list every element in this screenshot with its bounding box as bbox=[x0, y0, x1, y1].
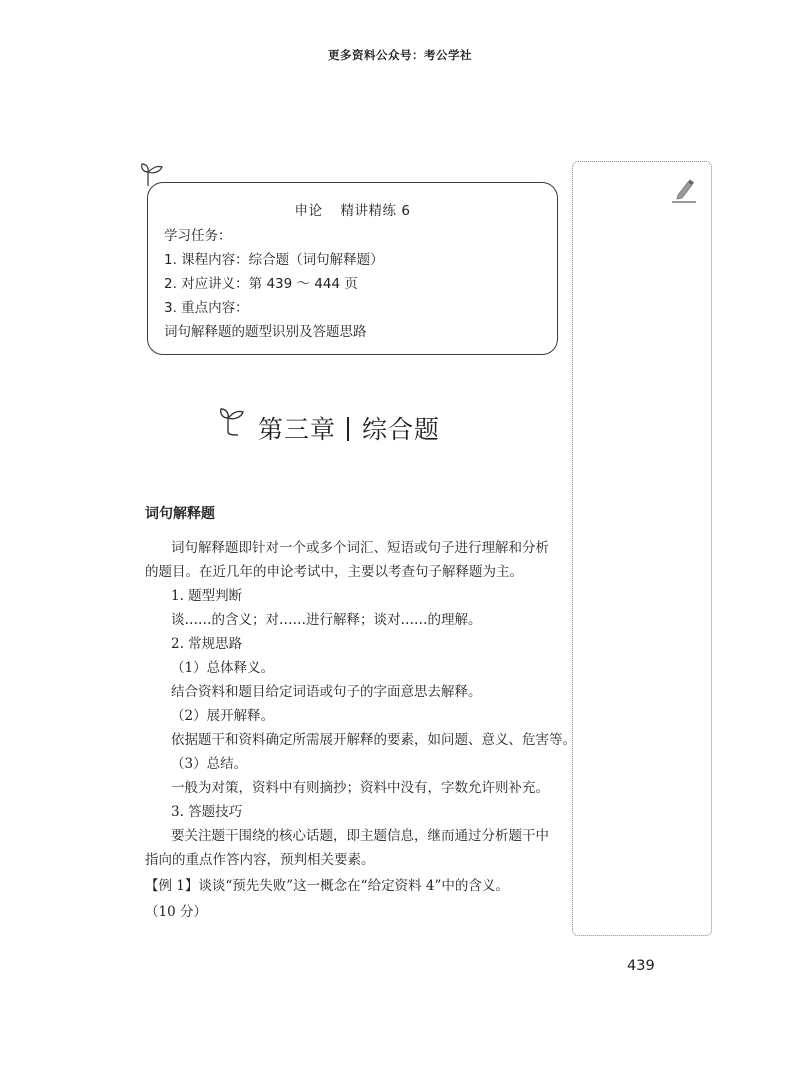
chapter-title bbox=[258, 410, 440, 446]
task-item-focus-detail: 词句解释题的题型识别及答题思路 bbox=[164, 324, 367, 340]
section-heading: 词句解释题 bbox=[145, 506, 215, 522]
title-divider bbox=[347, 417, 349, 441]
body-line: 词句解释题即针对一个或多个词汇、短语或句子进行理解和分析 bbox=[171, 540, 549, 556]
body-line: 一般为对策，资料中有则摘抄；资料中没有，字数允许则补充。 bbox=[171, 780, 549, 796]
body-line: （2）展开解释。 bbox=[171, 708, 275, 724]
task-subject: 申论 bbox=[294, 203, 323, 219]
chapter-sprout-icon bbox=[218, 406, 246, 436]
task-item-pages: 2. 对应讲义：第 439 ～ 444 页 bbox=[164, 276, 358, 292]
body-line: 1. 题型判断 bbox=[171, 588, 243, 604]
task-lesson: 精讲精练 6 bbox=[340, 203, 411, 219]
body-line: （1）总体释义。 bbox=[171, 660, 275, 676]
header-note: 更多资料公众号：考公学社 bbox=[328, 48, 472, 62]
body-line: （3）总结。 bbox=[171, 756, 248, 772]
example-score: （10 分） bbox=[145, 904, 207, 920]
task-item-course: 1. 课程内容：综合题（词句解释题） bbox=[164, 252, 384, 268]
task-heading: 学习任务： bbox=[164, 228, 232, 244]
chapter-number: 第三章 bbox=[258, 415, 337, 444]
page-number: 439 bbox=[627, 958, 655, 974]
body-line: 3. 答题技巧 bbox=[171, 804, 243, 820]
notes-panel bbox=[572, 161, 712, 936]
body-line: 谈……的含义；对……进行解释；谈对……的理解。 bbox=[171, 612, 482, 628]
body-line: 的题目。在近几年的申论考试中，主要以考查句子解释题为主。 bbox=[145, 564, 523, 580]
body-line: 要关注题干围绕的核心话题，即主题信息，继而通过分析题干中 bbox=[171, 828, 549, 844]
example-question: 【例 1】谈谈“预先失败”这一概念在“给定资料 4”中的含义。 bbox=[145, 878, 509, 894]
pencil-icon bbox=[670, 176, 696, 204]
body-line: 2. 常规思路 bbox=[171, 636, 243, 652]
chapter-name: 综合题 bbox=[362, 415, 441, 444]
body-line: 依据题干和资料确定所需展开解释的要素，如问题、意义、危害等。 bbox=[171, 732, 576, 748]
body-line: 结合资料和题目给定词语或句子的字面意思去解释。 bbox=[171, 684, 482, 700]
body-line: 指向的重点作答内容，预判相关要素。 bbox=[145, 852, 375, 868]
task-item-focus: 3. 重点内容： bbox=[164, 300, 249, 316]
task-box-title bbox=[147, 199, 558, 219]
